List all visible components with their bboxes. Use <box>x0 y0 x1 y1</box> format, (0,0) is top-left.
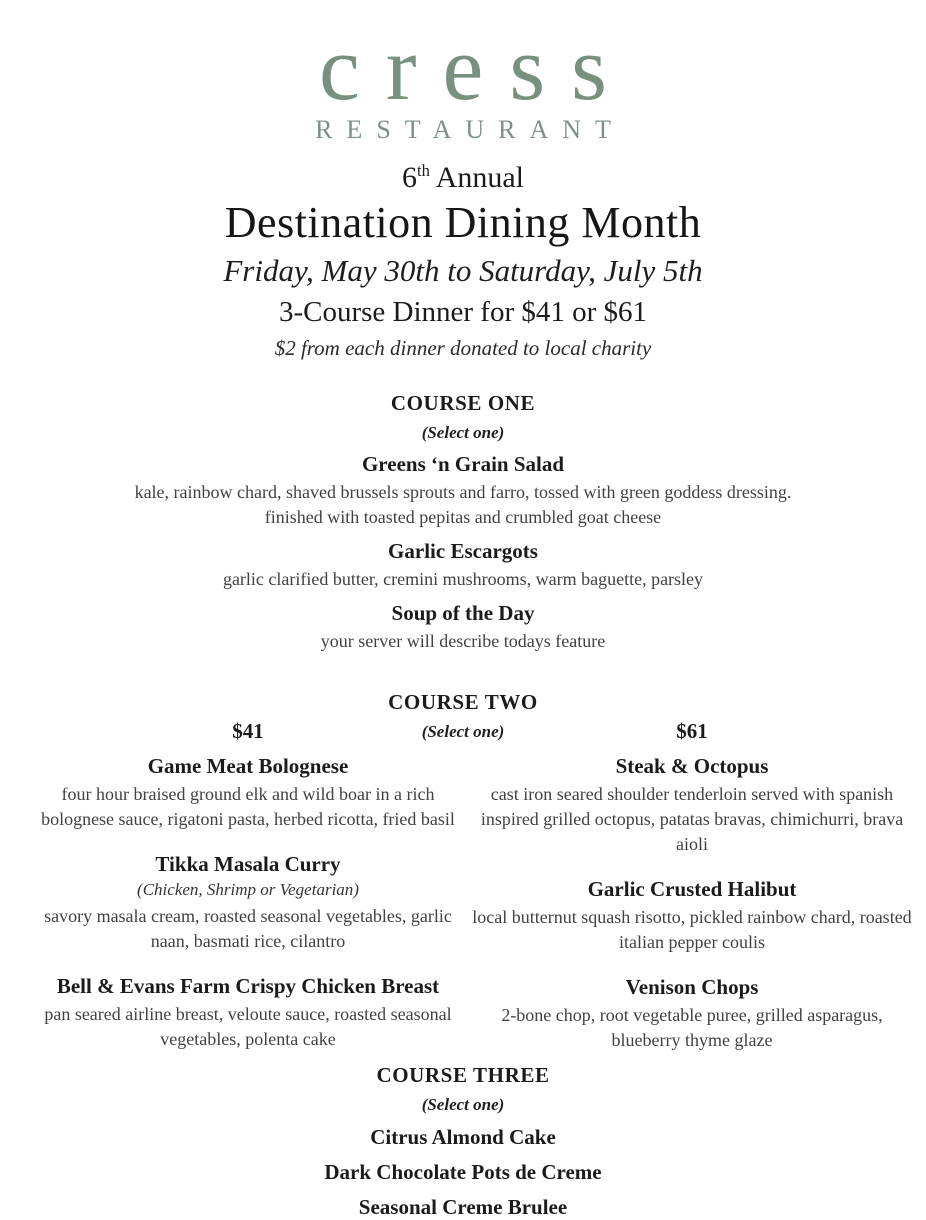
menu-item-name: Game Meat Bolognese <box>147 754 349 778</box>
course-two-title: COURSE TWO <box>388 690 538 714</box>
brand-wordmark: cress <box>319 17 633 119</box>
menu-item-dark-chocolate-pots-de-creme: Dark Chocolate Pots de Creme <box>324 1160 602 1184</box>
course-one-select-note: (Select one) <box>421 423 505 442</box>
course-one-title: COURSE ONE <box>390 391 536 415</box>
course-two-columns <box>0 754 926 1053</box>
menu-item-crispy-chicken-breast <box>26 974 470 1052</box>
menu-item-citrus-almond-cake: Citrus Almond Cake <box>370 1125 556 1149</box>
course-three-title: COURSE THREE <box>376 1063 550 1087</box>
menu-item-description: 2-bone chop, root vegetable puree, grilled asparagus, blueberry thyme glaze <box>501 1005 883 1050</box>
annual-ordinal-suffix: th <box>416 161 430 180</box>
menu-item-variant-note: (Chicken, Shrimp or Vegetarian) <box>137 880 359 899</box>
menu-item-description: garlic clarified butter, cremini mushrooms, warm baguette, parsley <box>222 569 704 589</box>
annual-word: Annual <box>429 161 524 194</box>
menu-item-name: Tikka Masala Curry <box>155 852 341 876</box>
menu-item-description: cast iron seared shoulder tenderloin served with spanish inspired grilled octopus, patatas bravas, chimichurri, brava aioli <box>480 784 904 854</box>
menu-item-greens-grain-salad <box>0 452 926 530</box>
course-two-section <box>0 690 926 1053</box>
charity-note: $2 from each dinner donated to local charity <box>274 336 652 360</box>
page-title: Destination Dining Month <box>224 198 702 247</box>
masthead <box>0 17 926 145</box>
annual-number: 6 <box>401 161 417 194</box>
menu-item-garlic-crusted-halibut <box>470 877 914 955</box>
menu-item-description: your server will describe todays feature <box>320 631 606 651</box>
menu-item-description: savory masala cream, roasted seasonal vegetables, garlic naan, basmati rice, cilantro <box>44 906 452 951</box>
price-tier-41: $41 <box>232 719 264 743</box>
menu-item-description <box>0 480 926 530</box>
menu-item-name: Garlic Escargots <box>388 539 538 563</box>
menu-item-steak-octopus <box>470 754 914 857</box>
menu-item-name: Garlic Crusted Halibut <box>587 877 797 901</box>
dinner-price-line: 3-Course Dinner for $41 or $61 <box>278 296 648 328</box>
date-range: Friday, May 30th to Saturday, July 5th <box>223 253 703 288</box>
menu-item-garlic-escargots <box>0 539 926 592</box>
menu-item-name: Soup of the Day <box>391 601 535 625</box>
menu-item-name: Bell & Evans Farm Crispy Chicken Breast <box>56 974 440 998</box>
course-two-right-column <box>470 754 914 1053</box>
course-two-price-row <box>0 719 926 750</box>
course-one-section <box>0 391 926 654</box>
course-two-left-column <box>26 754 470 1053</box>
description-line: finished with toasted pepitas and crumbled goat cheese <box>264 507 662 527</box>
annual-line <box>0 161 926 195</box>
menu-item-description: four hour braised ground elk and wild boar in a rich bolognese sauce, rigatoni pasta, herbed ricotta, fried basil <box>41 784 455 829</box>
menu-item-description: local butternut squash risotto, pickled rainbow chard, roasted italian pepper coulis <box>472 907 912 952</box>
menu-item-description: pan seared airline breast, veloute sauce, roasted seasonal vegetables, polenta cake <box>44 1004 452 1049</box>
menu-item-name: Steak & Octopus <box>615 754 769 778</box>
menu-item-name: Greens ‘n Grain Salad <box>361 452 565 476</box>
menu-item-name: Venison Chops <box>625 975 759 999</box>
menu-intro <box>0 161 926 361</box>
menu-item-tikka-masala-curry <box>26 852 470 954</box>
menu-item-venison-chops <box>470 975 914 1053</box>
menu-item-seasonal-creme-brulee: Seasonal Creme Brulee <box>358 1195 568 1219</box>
menu-item-soup-of-the-day <box>0 601 926 654</box>
menu-item-game-meat-bolognese <box>26 754 470 832</box>
brand-subtitle: RESTAURANT <box>315 115 625 144</box>
course-three-section <box>0 1063 926 1220</box>
price-tier-61: $61 <box>676 719 708 743</box>
course-three-select-note: (Select one) <box>421 1095 505 1114</box>
course-two-select-note: (Select one) <box>421 722 505 741</box>
description-line: kale, rainbow chard, shaved brussels sprouts and farro, tossed with green goddess dressing. <box>134 482 792 502</box>
